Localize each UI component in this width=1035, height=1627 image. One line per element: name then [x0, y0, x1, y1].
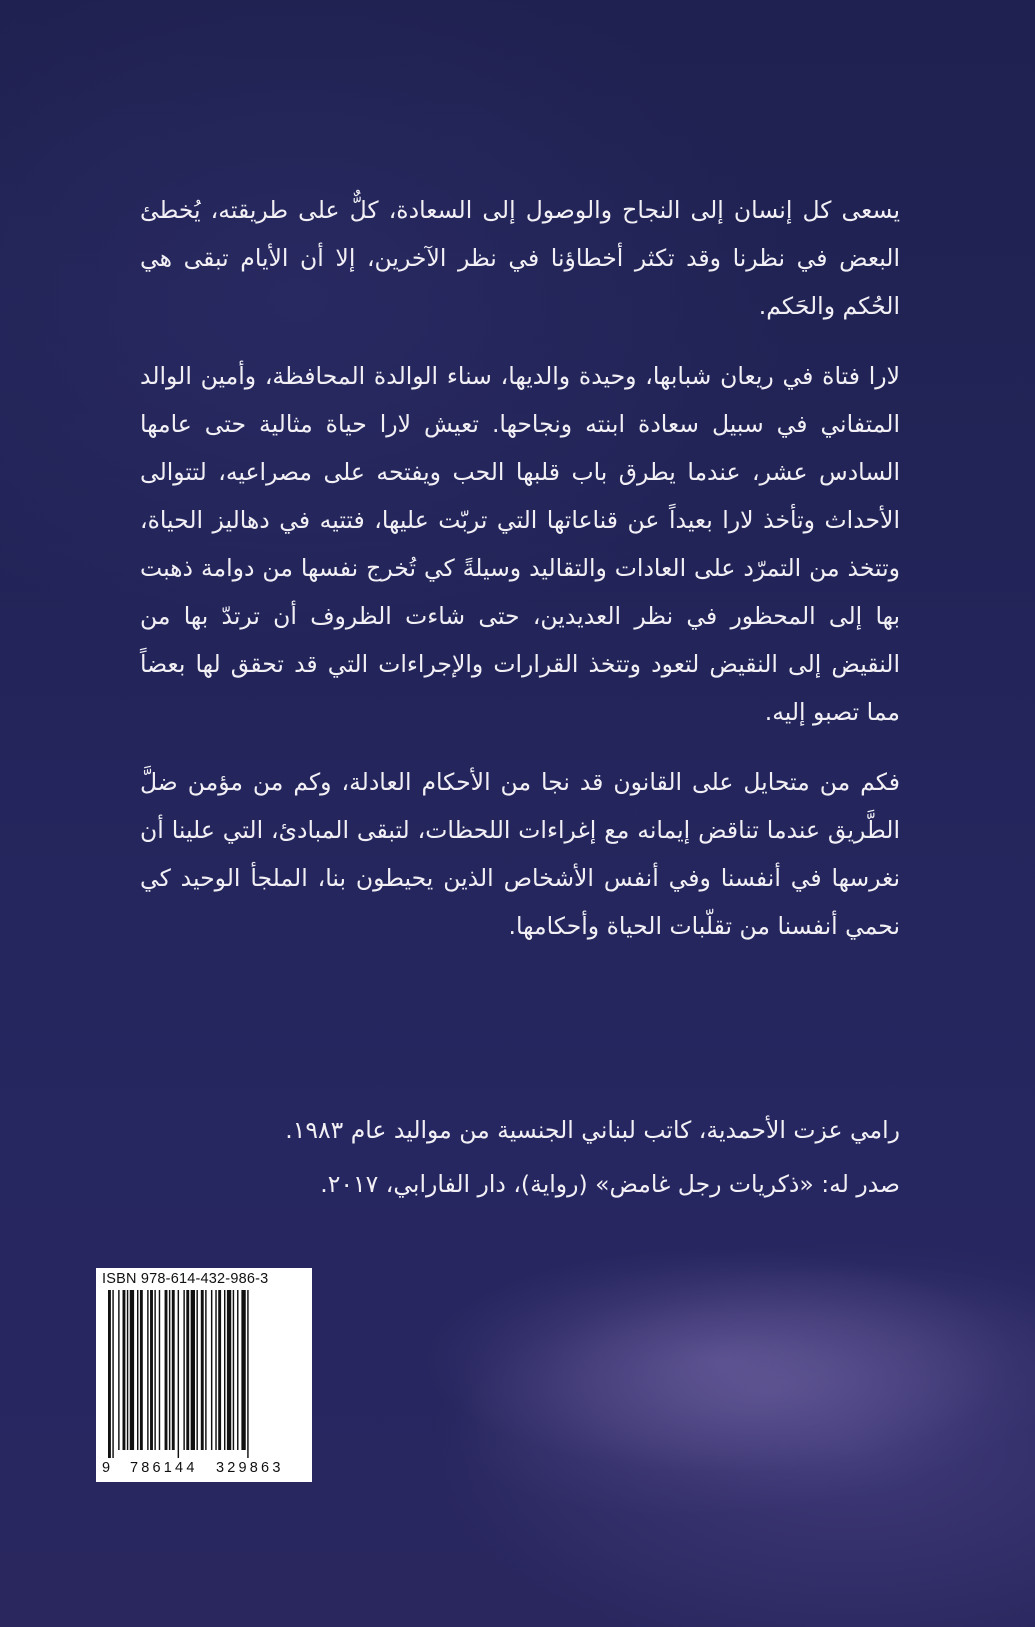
- isbn-barcode: [96, 1268, 312, 1482]
- barcode-digits-right: 329863: [216, 1460, 284, 1476]
- barcode-bar: [154, 1290, 155, 1450]
- barcode-bar: [123, 1290, 126, 1450]
- barcode-bar: [241, 1290, 245, 1450]
- barcode-bar: [140, 1290, 143, 1450]
- synopsis-paragraph-2: لارا فتاة في ريعان شبابها، وحيدة والديها، سناء الوالدة المحافظة، وأمين الوالد المتفاني في سبيل سعادة ابنته ونجاحها. تعيش لارا حياة مثالية حتى عامها السادس عشر، عندما يطرق باب قلبها الحب ويفتحه على مصراعيه، لتتوالى الأحداث وتأخذ لارا بعيداً عن قناعاتها التي تربّت عليها، فتتيه في دهاليز الحياة، وتتخذ من التمرّد على العادات والتقاليد وسيلةً كي تُخرج نفسها من دوامة ذهبت بها إلى المحظور في نظر العديدين، حتى شاءت الظروف أن ترتدّ بها من النقيض إلى النقيض لتعود وتتخذ القرارات والإجراءات التي قد تحقق لها بعضاً مما تصبو إليه.: [140, 362, 900, 726]
- barcode-bar: [127, 1290, 128, 1450]
- barcode-bar: [196, 1290, 197, 1450]
- author-bio: [140, 1105, 900, 1213]
- barcode-bar: [247, 1290, 248, 1458]
- barcode-bar: [186, 1290, 189, 1450]
- barcode-digit-first: 9: [102, 1460, 111, 1476]
- barcode-bar: [237, 1290, 238, 1450]
- synopsis-paragraph-1: يسعى كل إنسان إلى النجاح والوصول إلى السعادة، كلٌّ على طريقته، يُخطئ البعض في نظرنا وقد تكثر أخطاؤنا في نظر الآخرين، إلا أن الأيام تبقى هي الحُكم والحَكم.: [140, 196, 900, 320]
- barcode-bar: [215, 1290, 216, 1450]
- barcode-bar: [211, 1290, 212, 1450]
- author-published-line: صدر له: «ذكريات رجل غامض» (رواية)، دار الفارابي، ٢٠١٧.: [320, 1170, 900, 1198]
- barcode-bar: [108, 1290, 111, 1458]
- barcode-digits-left: 786144: [130, 1460, 198, 1476]
- barcode-bar: [183, 1290, 184, 1450]
- barcode-bar: [118, 1290, 119, 1450]
- synopsis-text: [140, 186, 900, 972]
- barcode-bar: [159, 1290, 160, 1450]
- barcode-bar: [169, 1290, 170, 1450]
- barcode-bar: [201, 1290, 204, 1450]
- author-bio-line: رامي عزت الأحمدية، كاتب لبناني الجنسية من مواليد عام ١٩٨٣.: [285, 1116, 900, 1144]
- barcode-bar: [130, 1290, 134, 1450]
- barcode-bar: [224, 1290, 225, 1450]
- isbn-label: ISBN 978-614-432-986-3: [102, 1271, 269, 1287]
- barcode-bar: [150, 1290, 153, 1450]
- barcode-bar: [172, 1290, 175, 1450]
- synopsis-paragraph-3: فكم من متحايل على القانون قد نجا من الأحكام العادلة، وكم من مؤمن ضلَّ الطَّريق عندما تناقض إيمانه مع إغراءات اللحظات، لتبقى المبادئ، التي علينا أن نغرسها في أنفسنا وفي أنفس الأشخاص الذين يحيطون بنا، الملجأ الوحيد كي نحمي أنفسنا من تقلّبات الحياة وأحكامها.: [140, 768, 900, 940]
- barcode-bars: [102, 1290, 306, 1458]
- barcode-bar: [137, 1290, 138, 1450]
- barcode-bar: [147, 1290, 148, 1450]
- barcode-bar: [205, 1290, 206, 1450]
- barcode-bar: [112, 1290, 113, 1458]
- nebula-glow: [405, 1213, 1035, 1568]
- barcode-bar: [233, 1290, 234, 1450]
- barcode-bar: [178, 1290, 179, 1458]
- barcode-bar: [218, 1290, 221, 1450]
- barcode-bar: [165, 1290, 168, 1450]
- barcode-bar: [191, 1290, 195, 1450]
- barcode-bar: [227, 1290, 231, 1450]
